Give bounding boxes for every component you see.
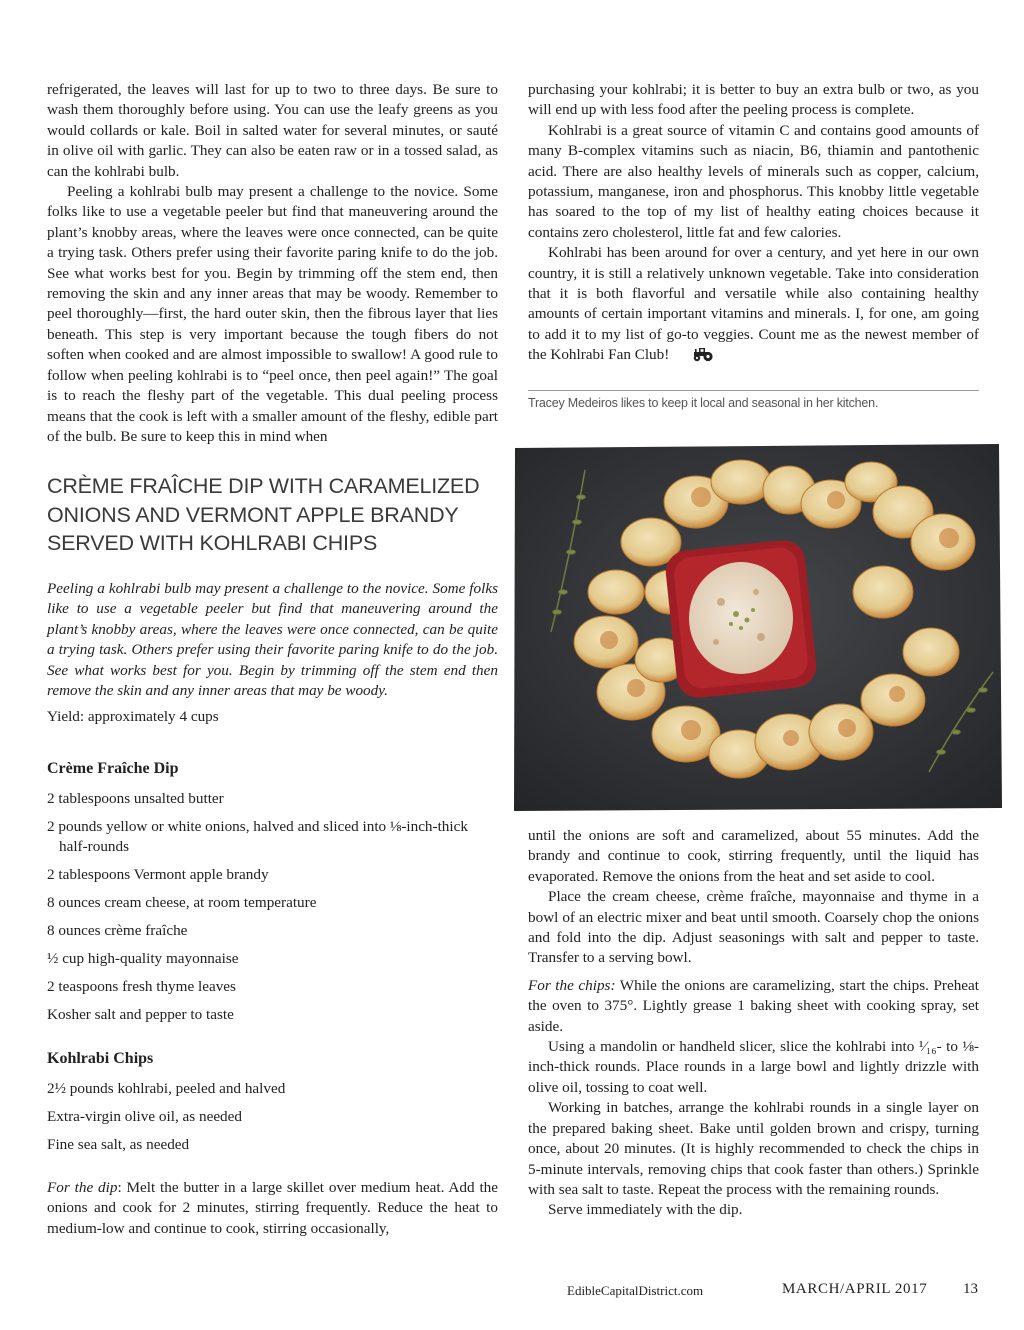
ingredient-item: 2½ pounds kohlrabi, peeled and halved xyxy=(47,1080,286,1097)
dip-ingredients-heading: Crème Fraîche Dip xyxy=(47,760,179,777)
chips-ingredients-heading: Kohlrabi Chips xyxy=(47,1050,154,1067)
method-paragraph: Using a mandolin or handheld slicer, slice the kohlrabi into ¹⁄₁₆- to ⅛-inch-thick rounds. Place rounds in a large bowl and lightly drizzle with olive oil, tossing to coat well. xyxy=(528,1038,979,1096)
method-paragraph xyxy=(528,976,979,1037)
footer-website: EdibleCapitalDistrict.com xyxy=(567,1283,704,1298)
method-paragraph: until the onions are soft and caramelized, about 55 minutes. Add the brandy and continue to cook, stirring frequently, until the liquid has evaporated. Remove the onions from the heat and set aside to cool. xyxy=(528,827,979,885)
article-closing-text: Kohlrabi has been around for over a century, and yet here in our own country, it is still a relatively unknown vegetable. Take into consideration that it is both flavorful and versatile while also containing healthy amounts of certain important vitamins and minerals. I, for one, am going to add it to my list of go-to veggies. Count me as the newest member of the Kohlrabi Fan Club! xyxy=(528,244,979,364)
tractor-icon xyxy=(673,347,713,368)
method-paragraph xyxy=(47,1178,498,1239)
ingredient-item: Kosher salt and pepper to taste xyxy=(47,1006,234,1024)
ingredient-item: 2 teaspoons fresh thyme leaves xyxy=(47,978,236,996)
article-paragraph: Peeling a kohlrabi bulb may present a challenge to the novice. Some folks like to use a vegetable peeler but find that maneuvering around the plant’s knobby areas, where the leaves were once connected, can be quite a trying task. Others prefer using their favorite paring knife to do the job. See what works best for you. Begin by trimming off the stem end, then removing the skin and any inner areas that may be woody. Remember to peel thoroughly—first, the hard outer skin, then the fibrous layer that lies beneath. This step is very important because the tough fibers do not soften when cooked and are almost impossible to swallow! A good rule to follow when peeling kohlrabi is to “peel once, then peel again!” The goal is to reach the fleshy part of the vegetable. This dual peeling process means that the cook is left with a smaller amount of the fleshy, edible part of the bulb. Be sure to keep this in mind when xyxy=(47,183,498,445)
recipe-yield: Yield: approximately 4 cups xyxy=(47,708,219,725)
article-column-right xyxy=(528,80,979,369)
method-column-right xyxy=(528,826,979,1221)
ingredient-item: Fine sea salt, as needed xyxy=(47,1136,190,1153)
recipe-title: CRÈME FRAÎCHE DIP WITH CARAMELIZED ONIONS AND VERMONT APPLE BRANDY SERVED WITH KOHLRABI CHIPS xyxy=(47,474,480,555)
author-bio: Tracey Medeiros likes to keep it local and seasonal in her kitchen. xyxy=(528,396,879,410)
ingredient-item: 2 tablespoons Vermont apple brandy xyxy=(47,866,269,884)
footer-issue-date: MARCH/APRIL 2017 xyxy=(782,1281,928,1297)
ingredient-item: 8 ounces crème fraîche xyxy=(47,922,188,940)
method-paragraph: Working in batches, arrange the kohlrabi rounds in a single layer on the prepared baking sheet. Bake until golden brown and crispy, turning once, about 20 minutes. (It is highly recommended to check the chips in 5-minute intervals, removing chips that cook faster than others.) Sprinkle with sea salt to taste. Repeat the process with the remaining rounds. xyxy=(528,1099,979,1198)
dip-method xyxy=(47,1178,498,1239)
dip-ingredient-list xyxy=(47,789,487,1033)
article-paragraph: refrigerated, the leaves will last for up to two to three days. Be sure to wash them thoroughly before using. You can use the leafy greens as you would collards or kale. Boil in salted water for several minutes, or sauté in olive oil with garlic. They can also be eaten raw or in a tossed salad, as can the kohlrabi bulb. xyxy=(47,81,498,180)
method-paragraph: Place the cream cheese, crème fraîche, mayonnaise and thyme in a bowl of an electric mixer and beat until smooth. Coarsely chop the onions and fold into the dip. Adjust seasonings with salt and pepper to taste. Transfer to a serving bowl. xyxy=(528,888,979,967)
article-paragraph: Kohlrabi is a great source of vitamin C and contains good amounts of many B-complex vitamins such as niacin, B6, thiamin and pantothenic acid. There are also healthy levels of minerals such as copper, calcium, potassium, manganese, iron and phosphorus. This knobby little vegetable has soared to the top of my list of healthy eating choices because it contains zero cholesterol, little fat and few calories. xyxy=(528,121,979,241)
method-text: While the onions are caramelizing, start the chips. Preheat the oven to 375°. Lightly grease 1 baking sheet with cooking spray, set aside. xyxy=(528,976,980,1035)
recipe-intro: Peeling a kohlrabi bulb may present a challenge to the novice. Some folks like to use a vegetable peeler but find that maneuvering around the plant’s knobby areas, where the leaves were once connected, can be quite a trying task. Others prefer using their favorite paring knife to do the job. See what works best for you. Begin by trimming off the stem end then remove the skin and any inner areas that may be woody. xyxy=(47,580,498,700)
article-paragraph xyxy=(528,243,979,368)
ingredient-item: Extra-virgin olive oil, as needed xyxy=(47,1108,242,1125)
ingredient-item: 2 pounds yellow or white onions, halved and sliced into ⅛-inch-thick half-rounds xyxy=(47,818,468,856)
article-column-left xyxy=(47,80,498,447)
article-paragraph: purchasing your kohlrabi; it is better to buy an extra bulb or two, as you will end up with less food after the peeling process is complete. xyxy=(528,81,979,119)
method-lead: For the dip xyxy=(47,1179,118,1196)
ingredient-item: 2 tablespoons unsalted butter xyxy=(47,790,224,807)
method-lead: For the chips: xyxy=(528,976,616,994)
bio-divider xyxy=(528,390,979,391)
page-number: 13 xyxy=(963,1281,978,1297)
method-text: : Melt the butter in a large skillet over medium heat. Add the onions and cook for 2 minutes, stirring frequently. Reduce the heat to medium-low and continue to cook, stirring occasionally, xyxy=(47,1179,498,1237)
ingredient-item: 8 ounces cream cheese, at room temperature xyxy=(47,894,317,912)
method-paragraph: Serve immediately with the dip. xyxy=(548,1201,743,1219)
ingredient-item: ½ cup high-quality mayonnaise xyxy=(47,950,239,968)
dip-and-chips-photo xyxy=(511,442,1003,813)
chips-ingredient-list xyxy=(47,1079,487,1163)
